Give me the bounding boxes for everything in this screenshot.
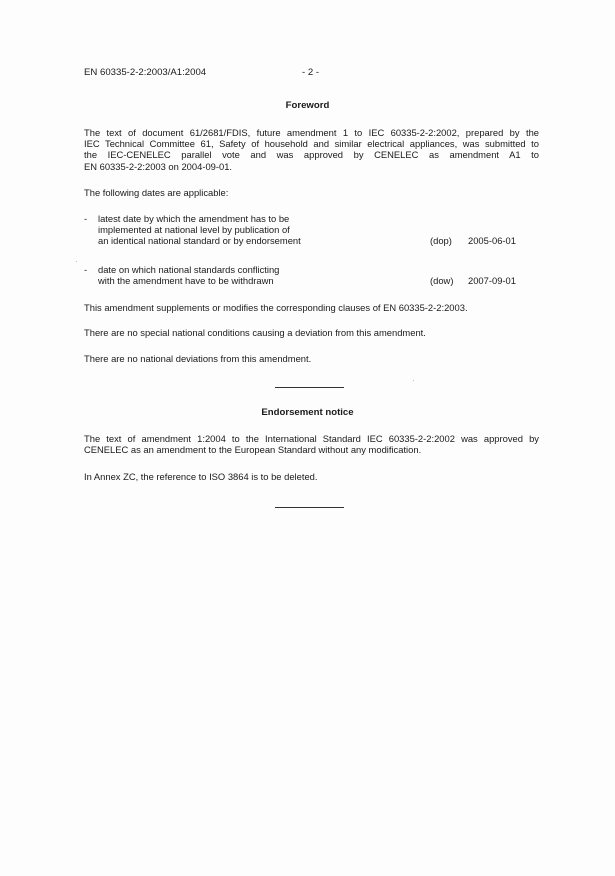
date-item-description: date on which national standards conflicting with the amendment have to be withdrawn bbox=[98, 264, 280, 287]
list-dash: - bbox=[84, 264, 88, 275]
page-number: - 2 - bbox=[302, 67, 320, 78]
foreword-intro-paragraph bbox=[84, 127, 539, 172]
date-item-dop bbox=[84, 213, 544, 247]
section-divider bbox=[275, 507, 344, 508]
foreword-title: Foreword bbox=[285, 100, 330, 111]
date-item-dow bbox=[84, 264, 544, 287]
section-divider bbox=[275, 387, 344, 388]
endorsement-line: The text of amendment 1:2004 to the International Standard IEC 60335-2-2:2002 was approved by bbox=[84, 433, 539, 444]
date-value: 2007-09-01 bbox=[468, 275, 516, 287]
endorsement-title: Endorsement notice bbox=[261, 407, 354, 418]
scan-speck bbox=[76, 261, 77, 262]
list-dash: - bbox=[84, 213, 88, 224]
supplements-paragraph: This amendment supplements or modifies the corresponding clauses of EN 60335-2-2:2003. bbox=[84, 302, 468, 313]
scan-speck bbox=[413, 380, 414, 381]
special-conditions-paragraph: There are no special national conditions causing a deviation from this amendment. bbox=[84, 327, 426, 338]
date-item-description: latest date by which the amendment has to be implemented at national level by publication of an identical national standard or by endorsement bbox=[98, 213, 301, 247]
national-deviations-paragraph: There are no national deviations from this amendment. bbox=[84, 353, 312, 364]
dates-intro: The following dates are applicable: bbox=[84, 187, 229, 198]
endorsement-line: CENELEC as an amendment to the European Standard without any modification. bbox=[84, 444, 422, 456]
date-abbreviation: (dop) bbox=[430, 235, 452, 247]
foreword-intro-line: EN 60335-2-2:2003 on 2004-09-01. bbox=[84, 160, 233, 172]
annex-note-paragraph: In Annex ZC, the reference to ISO 3864 is to be deleted. bbox=[84, 471, 318, 482]
foreword-intro-line: IEC Technical Committee 61, Safety of household and similar electrical appliances, was submitted to bbox=[84, 138, 539, 150]
date-value: 2005-06-01 bbox=[468, 235, 516, 247]
endorsement-paragraph bbox=[84, 433, 539, 455]
document-reference: EN 60335-2-2:2003/A1:2004 bbox=[84, 67, 207, 78]
foreword-intro-line: the IEC-CENELEC parallel vote and was approved by CENELEC as amendment A1 to bbox=[84, 149, 539, 161]
foreword-intro-line: The text of document 61/2681/FDIS, future amendment 1 to IEC 60335-2-2:2002, prepared by the bbox=[84, 127, 539, 138]
date-abbreviation: (dow) bbox=[430, 275, 454, 287]
